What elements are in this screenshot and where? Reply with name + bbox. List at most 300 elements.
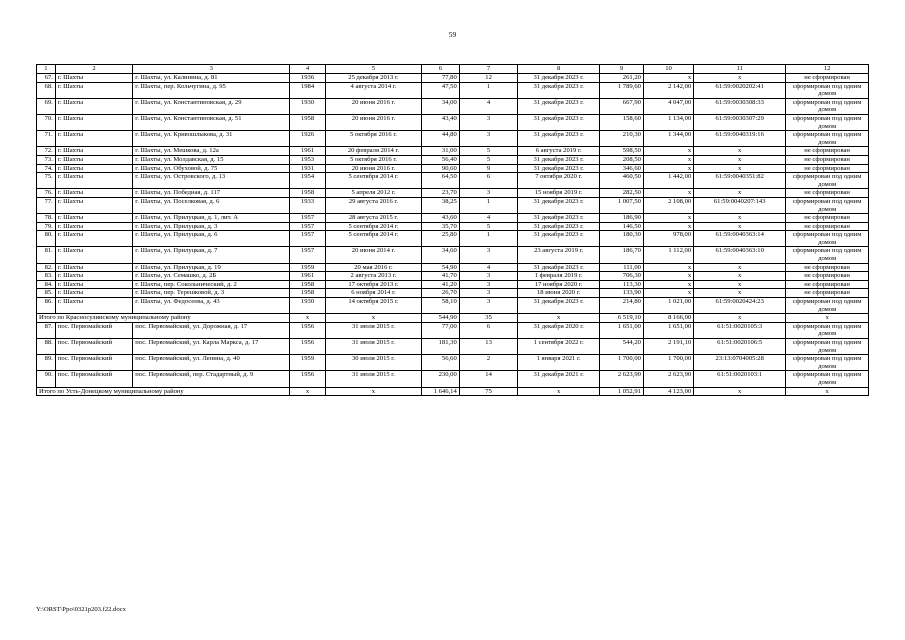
date-cell: 20 июня 2016 г. [325, 164, 421, 173]
value-cell: 460,50 [599, 173, 643, 189]
year-cell: 1956 [290, 339, 326, 355]
address-cell: г. Шахты, ул. Прилуцкая, д. 7 [133, 247, 290, 263]
year-cell: 1959 [290, 263, 326, 272]
address-cell: пос. Первомайский, ул. Ленина, д. 40 [133, 355, 290, 371]
cadastral-number-cell: 61:59:0040207:143 [694, 197, 786, 213]
year-cell: 1958 [290, 114, 326, 130]
table-row [37, 222, 869, 231]
year-cell: 1933 [290, 197, 326, 213]
header-cell: 5 [325, 65, 421, 74]
status-cell: сформирован под одним домом [786, 173, 869, 189]
value-cell: 111,00 [599, 263, 643, 272]
table-row [37, 214, 869, 223]
status-cell: сформирован под одним домом [786, 197, 869, 213]
deadline-cell: 15 ноября 2019 г. [518, 189, 600, 198]
value-cell: 544,20 [599, 339, 643, 355]
table-row [37, 197, 869, 213]
status-cell: сформирован под одним домом [786, 247, 869, 263]
value-cell: 208,50 [599, 155, 643, 164]
address-cell: г. Шахты, ул. Прилуцкая, д. 19 [133, 263, 290, 272]
date-cell: 5 октября 2016 г. [325, 131, 421, 147]
year-cell: 1957 [290, 247, 326, 263]
address-cell: г. Шахты, пер. Сокольнический, д. 2 [133, 280, 290, 289]
city-cell: г. Шахты [55, 263, 132, 272]
table-row [37, 289, 869, 298]
land-area-cell: 2 142,00 [643, 82, 693, 98]
deadline-cell: 6 августа 2019 г. [518, 147, 600, 156]
row-number-cell: 67. [37, 74, 56, 83]
status-cell: не сформирован [786, 164, 869, 173]
status-cell: не сформирован [786, 272, 869, 281]
address-cell: г. Шахты, пер. Кольчугина, д. 95 [133, 82, 290, 98]
year-cell: 1957 [290, 214, 326, 223]
header-cell: 10 [643, 65, 693, 74]
year-cell: 1936 [290, 74, 326, 83]
total-land-area-cell: 4 123,00 [643, 387, 693, 396]
cadastral-number-cell: х [694, 189, 786, 198]
date-cell: 20 июня 2016 г. [325, 114, 421, 130]
cadastral-number-cell: 61:59:0040351:82 [694, 173, 786, 189]
area-cell: 44,80 [422, 131, 460, 147]
date-cell: 28 августа 2015 г. [325, 214, 421, 223]
total-year-cell: х [290, 314, 326, 323]
value-cell: 186,90 [599, 214, 643, 223]
table-row [37, 147, 869, 156]
status-cell: сформирован под одним домом [786, 339, 869, 355]
page-number: 59 [448, 30, 457, 39]
total-year-cell: х [290, 387, 326, 396]
address-cell: г. Шахты, ул. Калинина, д. 81 [133, 74, 290, 83]
table-total-row [37, 387, 869, 396]
year-cell: 1953 [290, 155, 326, 164]
city-cell: г. Шахты [55, 280, 132, 289]
cadastral-number-cell: 61:59:0020424:23 [694, 298, 786, 314]
residents-cell: 5 [459, 147, 518, 156]
residents-cell: 1 [459, 231, 518, 247]
table-row [37, 371, 869, 387]
status-cell: не сформирован [786, 147, 869, 156]
residents-cell: 2 [459, 355, 518, 371]
city-cell: г. Шахты [55, 289, 132, 298]
area-cell: 25,80 [422, 231, 460, 247]
address-cell: г. Шахты, ул. Мешкова, д. 12а [133, 147, 290, 156]
area-cell: 77,00 [422, 322, 460, 338]
area-cell: 34,60 [422, 247, 460, 263]
address-cell: г. Шахты, ул. Победная, д. 117 [133, 189, 290, 198]
area-cell: 43,40 [422, 114, 460, 130]
status-cell: не сформирован [786, 289, 869, 298]
area-cell: 38,25 [422, 197, 460, 213]
table-header-row [37, 65, 869, 74]
row-number-cell: 68. [37, 82, 56, 98]
residents-cell: 14 [459, 371, 518, 387]
row-number-cell: 80. [37, 231, 56, 247]
status-cell: сформирован под одним домом [786, 322, 869, 338]
date-cell: 2 августа 2013 г. [325, 272, 421, 281]
date-cell: 25 декабря 2013 г. [325, 74, 421, 83]
deadline-cell: 31 декабря 2023 г. [518, 231, 600, 247]
land-area-cell: х [643, 280, 693, 289]
city-cell: пос. Первомайский [55, 355, 132, 371]
row-number-cell: 90. [37, 371, 56, 387]
area-cell: 47,50 [422, 82, 460, 98]
deadline-cell: 31 декабря 2023 г. [518, 98, 600, 114]
city-cell: пос. Первомайский [55, 371, 132, 387]
table-row [37, 339, 869, 355]
total-value-cell: 1 052,91 [599, 387, 643, 396]
year-cell: 1984 [290, 82, 326, 98]
year-cell: 1956 [290, 322, 326, 338]
cadastral-number-cell: х [694, 289, 786, 298]
cadastral-number-cell: х [694, 155, 786, 164]
address-cell: г. Шахты, ул. Прилуцкая, д. 3 [133, 222, 290, 231]
year-cell: 1958 [290, 289, 326, 298]
total-cadastral-number-cell: х [694, 314, 786, 323]
address-cell: пос. Первомайский, ул. Карла Маркса, д. 17 [133, 339, 290, 355]
status-cell: не сформирован [786, 214, 869, 223]
cadastral-number-cell: 61:59:0040319:16 [694, 131, 786, 147]
address-cell: пос. Первомайский, пер. Стадартный, д. 9 [133, 371, 290, 387]
date-cell: 4 августа 2014 г. [325, 82, 421, 98]
table-row [37, 298, 869, 314]
table-row [37, 114, 869, 130]
header-cell: 11 [694, 65, 786, 74]
deadline-cell: 7 октября 2020 г. [518, 173, 600, 189]
year-cell: 1930 [290, 98, 326, 114]
value-cell: 133,90 [599, 289, 643, 298]
housing-table [36, 64, 869, 396]
deadline-cell: 31 декабря 2023 г. [518, 298, 600, 314]
city-cell: г. Шахты [55, 231, 132, 247]
status-cell: не сформирован [786, 222, 869, 231]
header-cell: 3 [133, 65, 290, 74]
row-number-cell: 86. [37, 298, 56, 314]
land-area-cell: 978,00 [643, 231, 693, 247]
table-row [37, 82, 869, 98]
residents-cell: 3 [459, 289, 518, 298]
address-cell: г. Шахты, ул. Прилуцкая, д. 1, лит. А [133, 214, 290, 223]
land-area-cell: х [643, 147, 693, 156]
date-cell: 17 октября 2013 г. [325, 280, 421, 289]
cadastral-number-cell: х [694, 222, 786, 231]
total-status-cell: х [786, 387, 869, 396]
status-cell: сформирован под одним домом [786, 114, 869, 130]
cadastral-number-cell: х [694, 214, 786, 223]
date-cell: 5 сентября 2014 г. [325, 222, 421, 231]
value-cell: 706,30 [599, 272, 643, 281]
deadline-cell: 18 июня 2020 г. [518, 289, 600, 298]
deadline-cell: 31 декабря 2023 г. [518, 82, 600, 98]
deadline-cell: 31 декабря 2023 г. [518, 131, 600, 147]
date-cell: 5 сентября 2014 г. [325, 173, 421, 189]
area-cell: 34,00 [422, 98, 460, 114]
city-cell: г. Шахты [55, 214, 132, 223]
residents-cell: 3 [459, 280, 518, 289]
city-cell: г. Шахты [55, 189, 132, 198]
cadastral-number-cell: 61:59:0040363:10 [694, 247, 786, 263]
table-row [37, 272, 869, 281]
value-cell: 180,30 [599, 231, 643, 247]
table-row [37, 131, 869, 147]
cadastral-number-cell: 61:59:0020202:41 [694, 82, 786, 98]
row-number-cell: 73. [37, 155, 56, 164]
date-cell: 5 октября 2016 г. [325, 155, 421, 164]
year-cell: 1930 [290, 298, 326, 314]
land-area-cell: 2 623,90 [643, 371, 693, 387]
city-cell: г. Шахты [55, 74, 132, 83]
status-cell: не сформирован [786, 74, 869, 83]
date-cell: 29 августа 2016 г. [325, 197, 421, 213]
value-cell: 214,80 [599, 298, 643, 314]
date-cell: 31 июля 2015 г. [325, 339, 421, 355]
value-cell: 2 623,90 [599, 371, 643, 387]
date-cell: 30 июля 2015 г. [325, 355, 421, 371]
city-cell: г. Шахты [55, 222, 132, 231]
total-value-cell: 6 519,10 [599, 314, 643, 323]
header-cell: 1 [37, 65, 56, 74]
land-area-cell: х [643, 214, 693, 223]
row-number-cell: 79. [37, 222, 56, 231]
date-cell: 31 июля 2015 г. [325, 322, 421, 338]
area-cell: 58,10 [422, 298, 460, 314]
row-number-cell: 81. [37, 247, 56, 263]
area-cell: 35,70 [422, 222, 460, 231]
land-area-cell: х [643, 155, 693, 164]
total-area-cell: 544,90 [422, 314, 460, 323]
value-cell: 667,90 [599, 98, 643, 114]
land-area-cell: 2 108,00 [643, 197, 693, 213]
area-cell: 56,60 [422, 355, 460, 371]
year-cell: 1958 [290, 189, 326, 198]
value-cell: 598,50 [599, 147, 643, 156]
header-cell: 4 [290, 65, 326, 74]
total-land-area-cell: 8 166,00 [643, 314, 693, 323]
table-row [37, 74, 869, 83]
date-cell: 20 февраля 2014 г. [325, 147, 421, 156]
residents-cell: 13 [459, 339, 518, 355]
status-cell: сформирован под одним домом [786, 371, 869, 387]
address-cell: г. Шахты, ул. Константиновская, д. 51 [133, 114, 290, 130]
cadastral-number-cell: х [694, 263, 786, 272]
cadastral-number-cell: 61:59:0030307:29 [694, 114, 786, 130]
deadline-cell: 31 декабря 2023 г. [518, 74, 600, 83]
land-area-cell: 1 134,00 [643, 114, 693, 130]
value-cell: 282,50 [599, 189, 643, 198]
land-area-cell: х [643, 74, 693, 83]
total-cadastral-number-cell: х [694, 387, 786, 396]
status-cell: сформирован под одним домом [786, 355, 869, 371]
area-cell: 31,00 [422, 147, 460, 156]
status-cell: сформирован под одним домом [786, 82, 869, 98]
residents-cell: 4 [459, 98, 518, 114]
value-cell: 210,30 [599, 131, 643, 147]
row-number-cell: 77. [37, 197, 56, 213]
address-cell: г. Шахты, пер. Терешковой, д. 3 [133, 289, 290, 298]
total-residents-cell: 35 [459, 314, 518, 323]
residents-cell: 3 [459, 298, 518, 314]
header-cell: 7 [459, 65, 518, 74]
area-cell: 77,80 [422, 74, 460, 83]
row-number-cell: 82. [37, 263, 56, 272]
row-number-cell: 74. [37, 164, 56, 173]
table-row [37, 189, 869, 198]
deadline-cell: 31 декабря 2023 г. [518, 155, 600, 164]
address-cell: пос. Первомайский, ул. Дорожная, д. 17 [133, 322, 290, 338]
cadastral-number-cell: х [694, 147, 786, 156]
date-cell: 5 апреля 2012 г. [325, 189, 421, 198]
table-row [37, 280, 869, 289]
city-cell: г. Шахты [55, 272, 132, 281]
cadastral-number-cell: х [694, 280, 786, 289]
cadastral-number-cell: 61:51:0020103:1 [694, 371, 786, 387]
table-row [37, 155, 869, 164]
city-cell: г. Шахты [55, 131, 132, 147]
residents-cell: 3 [459, 131, 518, 147]
status-cell: сформирован под одним домом [786, 131, 869, 147]
cadastral-number-cell: х [694, 164, 786, 173]
address-cell: г. Шахты, ул. Константиновская, д. 29 [133, 98, 290, 114]
value-cell: 1 651,00 [599, 322, 643, 338]
city-cell: г. Шахты [55, 173, 132, 189]
table-row [37, 263, 869, 272]
value-cell: 1 700,00 [599, 355, 643, 371]
city-cell: г. Шахты [55, 164, 132, 173]
land-area-cell: 1 651,00 [643, 322, 693, 338]
city-cell: г. Шахты [55, 247, 132, 263]
total-residents-cell: 75 [459, 387, 518, 396]
total-status-cell: х [786, 314, 869, 323]
residents-cell: 3 [459, 189, 518, 198]
land-area-cell: 1 344,00 [643, 131, 693, 147]
address-cell: г. Шахты, ул. Прилуцкая, д. 6 [133, 231, 290, 247]
year-cell: 1961 [290, 147, 326, 156]
deadline-cell: 31 декабря 2023 г. [518, 114, 600, 130]
land-area-cell: х [643, 289, 693, 298]
land-area-cell: 2 191,10 [643, 339, 693, 355]
row-number-cell: 75. [37, 173, 56, 189]
table-row [37, 164, 869, 173]
value-cell: 261,20 [599, 74, 643, 83]
year-cell: 1926 [290, 131, 326, 147]
deadline-cell: 1 января 2021 г. [518, 355, 600, 371]
table-row [37, 322, 869, 338]
deadline-cell: 31 декабря 2020 г. [518, 322, 600, 338]
date-cell: 14 октября 2015 г. [325, 298, 421, 314]
total-label-cell: Итого по Усть-Донецкому муниципальному району [37, 387, 290, 396]
value-cell: 346,60 [599, 164, 643, 173]
year-cell: 1961 [290, 272, 326, 281]
row-number-cell: 70. [37, 114, 56, 130]
header-cell: 6 [422, 65, 460, 74]
residents-cell: 4 [459, 214, 518, 223]
row-number-cell: 69. [37, 98, 56, 114]
total-deadline-cell: х [518, 314, 600, 323]
status-cell: сформирован под одним домом [786, 98, 869, 114]
deadline-cell: 23 августа 2019 г. [518, 247, 600, 263]
land-area-cell: 1 112,00 [643, 247, 693, 263]
row-number-cell: 88. [37, 339, 56, 355]
header-cell: 2 [55, 65, 132, 74]
area-cell: 26,70 [422, 289, 460, 298]
area-cell: 230,00 [422, 371, 460, 387]
total-area-cell: 1 646,14 [422, 387, 460, 396]
area-cell: 56,40 [422, 155, 460, 164]
total-date-cell: х [325, 314, 421, 323]
header-cell: 9 [599, 65, 643, 74]
value-cell: 1 789,60 [599, 82, 643, 98]
table-row [37, 231, 869, 247]
total-date-cell: х [325, 387, 421, 396]
city-cell: г. Шахты [55, 197, 132, 213]
deadline-cell: 31 декабря 2023 г. [518, 222, 600, 231]
row-number-cell: 72. [37, 147, 56, 156]
city-cell: пос. Первомайский [55, 322, 132, 338]
residents-cell: 1 [459, 197, 518, 213]
residents-cell: 3 [459, 272, 518, 281]
city-cell: г. Шахты [55, 114, 132, 130]
deadline-cell: 1 февраля 2019 г. [518, 272, 600, 281]
year-cell: 1958 [290, 280, 326, 289]
row-number-cell: 84. [37, 280, 56, 289]
table-row [37, 247, 869, 263]
value-cell: 113,30 [599, 280, 643, 289]
address-cell: г. Шахты, ул. Семашко, д. 2Б [133, 272, 290, 281]
deadline-cell: 31 декабря 2023 г. [518, 214, 600, 223]
city-cell: г. Шахты [55, 98, 132, 114]
address-cell: г. Шахты, ул. Обуховой, д. 75 [133, 164, 290, 173]
year-cell: 1931 [290, 164, 326, 173]
cadastral-number-cell: 61:59:0040363:14 [694, 231, 786, 247]
area-cell: 90,60 [422, 164, 460, 173]
year-cell: 1957 [290, 231, 326, 247]
row-number-cell: 89. [37, 355, 56, 371]
table-row [37, 355, 869, 371]
status-cell: не сформирован [786, 155, 869, 164]
row-number-cell: 87. [37, 322, 56, 338]
city-cell: г. Шахты [55, 155, 132, 164]
date-cell: 20 июня 2016 г. [325, 98, 421, 114]
year-cell: 1957 [290, 222, 326, 231]
status-cell: не сформирован [786, 189, 869, 198]
deadline-cell: 1 сентября 2022 г. [518, 339, 600, 355]
area-cell: 23,70 [422, 189, 460, 198]
total-deadline-cell: х [518, 387, 600, 396]
land-area-cell: х [643, 263, 693, 272]
total-label-cell: Итого по Красносулинскому муниципальному району [37, 314, 290, 323]
address-cell: г. Шахты, ул. Кривошлыкова, д. 31 [133, 131, 290, 147]
cadastral-number-cell: 23:13:0704005:28 [694, 355, 786, 371]
status-cell: сформирован под одним домом [786, 298, 869, 314]
residents-cell: 6 [459, 322, 518, 338]
value-cell: 186,70 [599, 247, 643, 263]
land-area-cell: 1 700,00 [643, 355, 693, 371]
deadline-cell: 31 декабря 2023 г. [518, 197, 600, 213]
residents-cell: 6 [459, 173, 518, 189]
status-cell: не сформирован [786, 263, 869, 272]
value-cell: 1 007,50 [599, 197, 643, 213]
residents-cell: 9 [459, 164, 518, 173]
area-cell: 41,70 [422, 272, 460, 281]
city-cell: г. Шахты [55, 82, 132, 98]
table-row [37, 98, 869, 114]
land-area-cell: 4 047,00 [643, 98, 693, 114]
land-area-cell: х [643, 164, 693, 173]
city-cell: пос. Первомайский [55, 339, 132, 355]
cadastral-number-cell: х [694, 272, 786, 281]
date-cell: 6 ноября 2014 г. [325, 289, 421, 298]
footer-file-path: Y:\ORST\Ppo\0321p203.f22.docx [36, 606, 126, 613]
deadline-cell: 17 ноября 2020 г. [518, 280, 600, 289]
